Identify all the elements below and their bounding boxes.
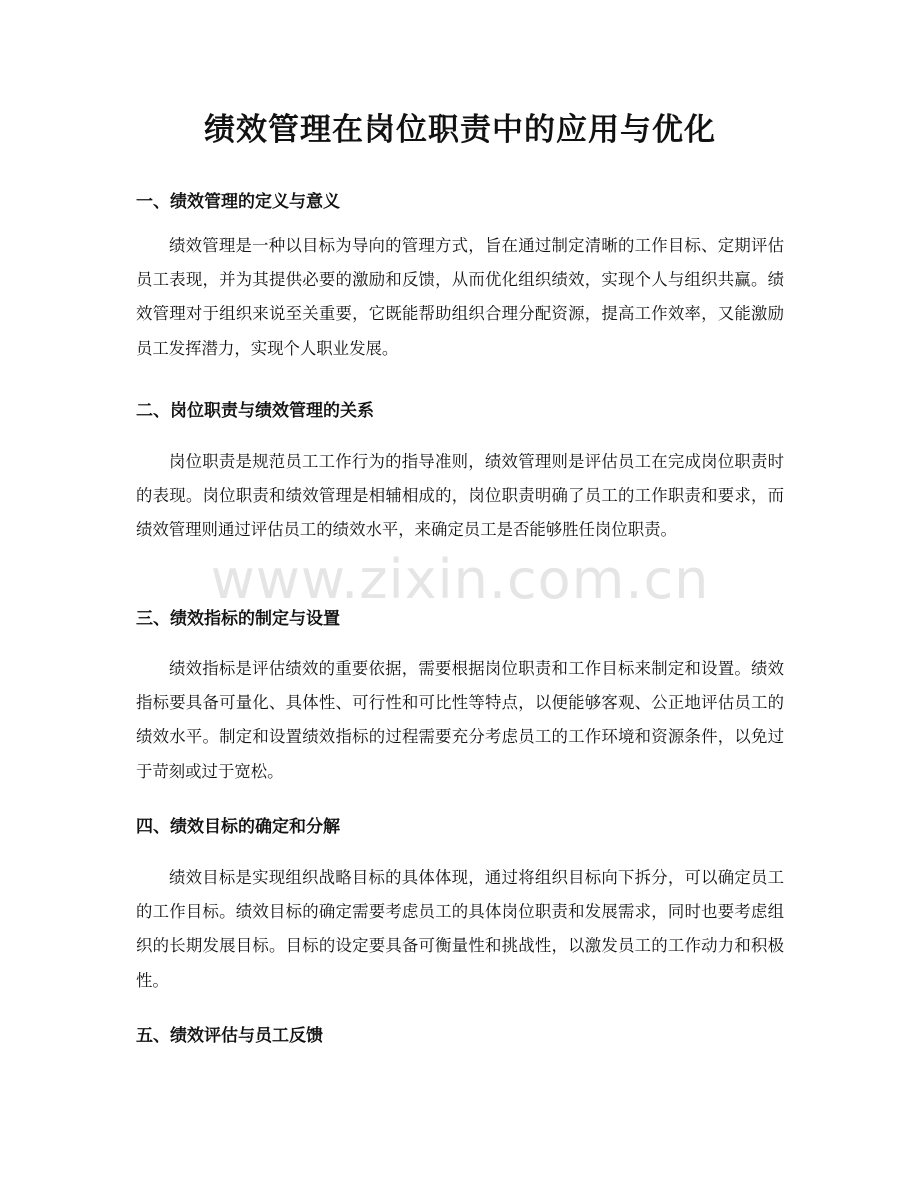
section-paragraph-4: 绩效目标是实现组织战略目标的具体体现，通过将组织目标向下拆分，可以确定员工的工作目标。绩效目标的确定需要考虑员工的具体岗位职责和发展需求，同时也要考虑组织的长期发展目标。目标的设定要具备可衡量性和挑战性，以激发员工的工作动力和积极性。 (136, 868, 784, 990)
section-paragraph-3: 绩效指标是评估绩效的重要依据，需要根据岗位职责和工作目标来制定和设置。绩效指标要具备可量化、具体性、可行性和可比性等特点，以便能够客观、公正地评估员工的绩效水平。制定和设置绩效指标的过程需要充分考虑员工的工作环境和资源条件，以免过于苛刻或过于宽松。 (136, 659, 784, 781)
section-heading-1: 一、绩效管理的定义与意义 (136, 192, 340, 212)
section-paragraph-1: 绩效管理是一种以目标为导向的管理方式，旨在通过制定清晰的工作目标、定期评估员工表现，并为其提供必要的激励和反馈，从而优化组织绩效，实现个人与组织共赢。绩效管理对于组织来说至关重要，它既能帮助组织合理分配资源，提高工作效率，又能激励员工发挥潜力，实现个人职业发展。 (136, 236, 784, 358)
document-title: 绩效管理在岗位职责中的应用与优化 (204, 112, 716, 148)
section-heading-4: 四、绩效目标的确定和分解 (136, 817, 340, 837)
watermark: www.zixin.com.cn (210, 548, 710, 611)
section-heading-3: 三、绩效指标的制定与设置 (136, 609, 340, 629)
section-heading-5: 五、绩效评估与员工反馈 (136, 1026, 323, 1046)
section-paragraph-2: 岗位职责是规范员工工作行为的指导准则，绩效管理则是评估员工在完成岗位职责时的表现。岗位职责和绩效管理是相辅相成的，岗位职责明确了员工的工作职责和要求，而绩效管理则通过评估员工的绩效水平，来确定员工是否能够胜任岗位职责。 (136, 452, 784, 540)
section-heading-2: 二、岗位职责与绩效管理的关系 (136, 401, 374, 421)
